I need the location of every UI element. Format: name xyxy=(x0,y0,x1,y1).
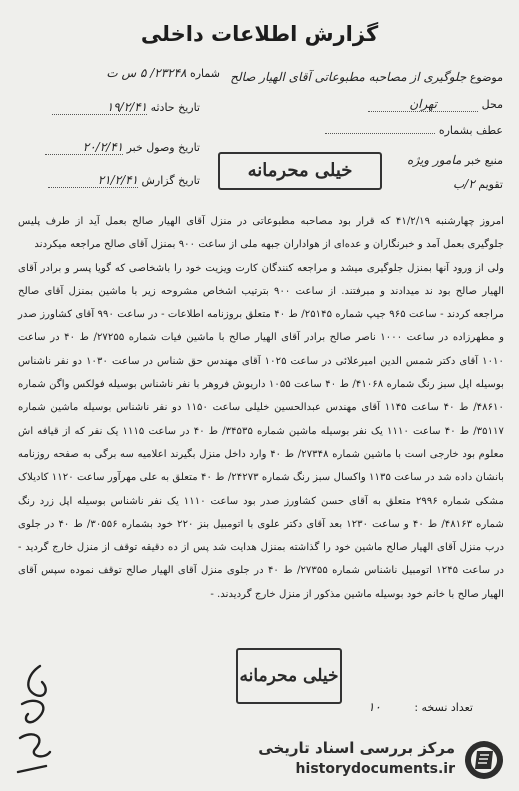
ref-label: عطف بشماره xyxy=(438,124,503,137)
watermark xyxy=(215,737,505,783)
classification-stamp-top xyxy=(218,152,382,190)
body-paragraph-1: امروز چهارشنبه ۴۱/۲/۱۹ که قرار بود مصاحبه مطبوعاتی در منزل آقای الهیار صالح بعمل آید از طرف پلیس جلوگیری بعمل آمد و خبرنگاران و عده‌ای از هواداران جبهه ملی از ساعت ۹۰۰ بمنزل آقای صالح مراجعه میکردند xyxy=(18,216,505,251)
subject-value: جلوگیری از مصاحبه مطبوعاتی آقای الهیار صالح xyxy=(230,70,467,84)
report-date-field xyxy=(30,173,200,188)
rating-value: ۲/ب xyxy=(453,177,475,191)
subject-field xyxy=(230,70,503,84)
copies-label: تعداد نسخه : xyxy=(414,701,473,714)
stamp-top-text: خیلی محرمانه xyxy=(247,160,353,181)
receipt-date-value: ۲۰/۲/۴۱ xyxy=(45,140,123,155)
margin-note-drawing xyxy=(10,660,62,780)
receipt-date-label: تاریخ وصول خبر xyxy=(126,141,200,154)
source-label: منبع خبر xyxy=(464,154,503,167)
subject-label: موضوع xyxy=(469,71,503,84)
ref-field xyxy=(303,124,503,137)
source-value: مامور ویژه xyxy=(407,153,462,167)
report-date-value: ۲۱/۲/۴۱ xyxy=(48,173,138,188)
number-value: ۲۳۲۴۸/ ۵ س ت xyxy=(106,66,187,80)
number-label: شماره xyxy=(189,67,220,80)
place-label: محل xyxy=(481,98,503,111)
watermark-url[interactable]: historydocuments.ir xyxy=(295,761,455,777)
body-paragraph-2: ولی از ورود آنها بمنزل جلوگیری میشد و مراجعه کنندگان کارت ویزیت خود را باشخاصی که گویا پسر و برادر آقای الهیار صالح بود ند میدادند و مبرفتند. از ساعت ۹۰۰ بترتیب اشخاص مشروحه زیر با ماشین بمنزل آقای صالح مراجعه کردند - ساعت ۹۶۵ جیپ شماره ۲۵۱۴۵/ ط ۴۰ متعلق بروزنامه اطلاعات - در ساعت ۹۹۰ آقای کشاورز صدر و مطهرزاده در ساعت ۱۰۰۰ ناصر صالح برادر آقای الهیار صالح با ماشین فیات شماره ۲۷۲۵۵/ ط ۴۰ در ساعت ۱۰۱۰ آقای دکتر شمس الدین امیرعلائی در ساعت ۱۰۲۵ آقای مهندس حق شناس در ساعت ۱۰۳۰ دو نفر ناشناس بوسیله اپل سبز رنگ شماره ۴۱۰۶۸/ ط ۴۰ ساعت ۱۰۵۵ داریوش فروهر با نفر ناشناس بوسیله فولکس واگن شماره ۴۸۶۱۰/ ط ۴۰ ساعت ۱۱۴۵ آقای مهندس عبدالحسین خلیلی ساعت ۱۱۵۰ دو نفر ناشناس بوسیله ماشین شماره ۳۵۱۱۷/ ط ۴۰ ساعت ۱۱۱۰ یک نفر بوسیله ماشین شماره ۳۴۵۳۵/ ط ۴۰ در ساعت ۱۱۱۵ یک نفر که از قیافه اش معلوم بود خارجی است با ماشین شماره ۲۷۳۴۸/ ط ۴۰ وارد داخل منزل بگیرند اعلامیه سه برگی به صفحه روزنامه بانشان داده شد در ساعت ۱۱۳۵ واکسال سبز رنگ شماره ۲۴۲۷۳/ ط ۴۰ متعلق به علی مهرآور ساعت ۱۱۲۰ کادیلاک مشکی شماره ۲۹۹۶ متعلق به آقای حسن کشاورز صدر بود ساعت ۱۱۱۰ یک نفر ناشناس بوسیله اپل زرد رنگ شماره ۴۸۱۶۳/ ط ۴۰ و ساعت ۱۲۳۰ بعد آقای دکتر علوی با اتومبیل بنز ۲۲۰ خود بشماره ۳۰۵۵۶/ ط ۴۰ در جلوی درب منزل آقای الهیار صالح ماشین خود را گذاشته بمنزل هدایت شد پس از ده دقیقه توقف از منزل خارج گردید - در ساعت ۱۲۴۵ اتومبیل ناشناس شماره ۲۷۳۵۵/ ط ۴۰ در جلوی منزل آقای الهیار صالح توقف نموده سپس آقای الهیار صالح با خانم خود بوسیله ماشین مذکور از منزل خارج گردیدند. - xyxy=(18,262,505,600)
page-title: گزارش اطلاعات داخلی xyxy=(140,22,379,46)
copies-field xyxy=(368,700,473,714)
report-date-label: تاریخ گزارش xyxy=(141,174,200,187)
place-value: تهران xyxy=(368,97,478,112)
place-field xyxy=(303,97,503,112)
report-body xyxy=(18,210,504,606)
ref-value-blank xyxy=(325,133,435,134)
stamp-bottom-text: خیلی محرمانه xyxy=(239,666,339,686)
rating-label: تقویم xyxy=(478,178,503,191)
watermark-title: مرکز بررسی اسناد تاریخی xyxy=(258,739,455,757)
number-field xyxy=(70,66,220,80)
incident-date-field xyxy=(30,100,200,115)
incident-date-value: ۱۹/۲/۴۱ xyxy=(52,100,147,115)
classification-stamp-bottom xyxy=(236,648,342,704)
incident-date-label: تاریخ حادثه xyxy=(150,101,200,114)
handwritten-margin-note xyxy=(10,660,62,780)
copies-value: ۱۰ xyxy=(367,700,381,714)
receipt-date-field xyxy=(30,140,200,155)
history-documents-logo-icon xyxy=(463,739,505,781)
